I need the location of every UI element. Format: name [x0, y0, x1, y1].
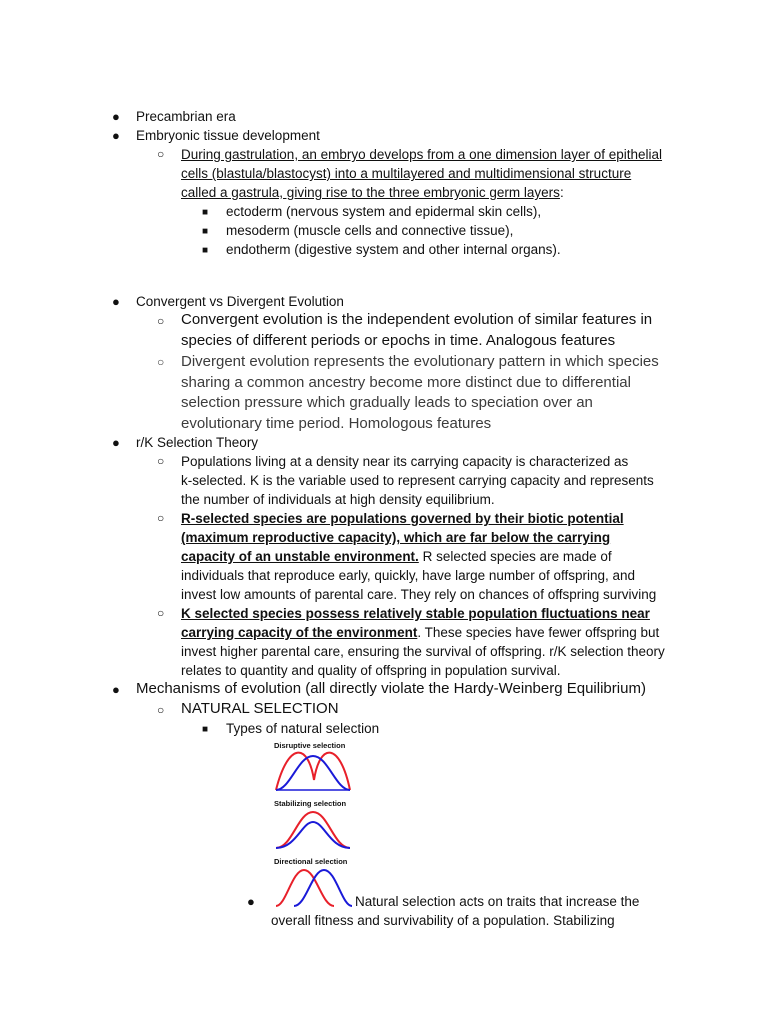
natural-selection-heading: NATURAL SELECTION [181, 700, 339, 717]
rk-density-line-1: Populations living at a density near its carrying capacity is characterized as [181, 454, 629, 469]
bullet: ■ [202, 226, 209, 237]
bullet: ○ [157, 606, 165, 620]
stabilizing-selection-figure [272, 808, 354, 852]
germ-layer-endoderm: endotherm (digestive system and other internal organs). [226, 242, 561, 257]
directional-blue-curve [294, 870, 352, 906]
figure-title-disruptive: Disruptive selection [274, 741, 346, 750]
bullet: ● [112, 435, 120, 450]
k-selected-line-3: invest higher parental care, ensuring the survival of offspring. r/K selection theory [181, 644, 665, 659]
bullet: ● [112, 294, 120, 309]
bullet: ○ [157, 147, 165, 161]
figure-title-stabilizing: Stabilizing selection [274, 799, 347, 808]
bullet: ● [112, 682, 120, 697]
bullet: ● [247, 894, 255, 909]
gastrulation-line-3: called a gastrula, giving rise to the three embryonic germ layers: [181, 185, 564, 200]
k-selected-line-2: carrying capacity of the environment. These species have fewer offspring but [181, 625, 660, 640]
bullet: ○ [157, 454, 165, 468]
r-selected-line-1: R-selected species are populations governed by their biotic potential [181, 511, 624, 526]
bullet: ○ [157, 355, 165, 369]
natural-selection-text-line-1: Natural selection acts on traits that increase the [355, 894, 640, 909]
directional-selection-figure [272, 866, 354, 910]
gastrulation-line-2: cells (blastula/blastocyst) into a multilayered and multidimensional structure [181, 166, 632, 181]
figure-title-directional: Directional selection [274, 857, 348, 866]
germ-layer-mesoderm: mesoderm (muscle cells and connective tissue), [226, 223, 514, 238]
item-precambrian: Precambrian era [136, 109, 236, 124]
k-selected-line-4: relates to quantity and quality of offspring in population survival. [181, 663, 561, 678]
item-embryonic: Embryonic tissue development [136, 128, 320, 143]
item-rk-theory: r/K Selection Theory [136, 435, 259, 450]
rk-density-line-3: the number of individuals at high density equilibrium. [181, 492, 495, 507]
directional-red-curve [276, 870, 334, 906]
bullet: ○ [157, 703, 165, 717]
convergent-line-2: species of different periods or epochs in time. Analogous features [181, 332, 616, 349]
bullet: ● [112, 128, 120, 143]
stabilizing-red-curve [276, 812, 350, 848]
bullet: ○ [157, 314, 165, 328]
convergent-line-1: Convergent evolution is the independent evolution of similar features in [181, 311, 653, 328]
natural-selection-text-line-2: overall fitness and survivability of a population. Stabilizing [271, 913, 615, 928]
germ-layer-ectoderm: ectoderm (nervous system and epidermal skin cells), [226, 204, 542, 219]
divergent-line-1: Divergent evolution represents the evolutionary pattern in which species [181, 353, 659, 370]
divergent-line-4: evolutionary time period. Homologous features [181, 415, 492, 432]
k-selected-line-1: K selected species possess relatively stable population fluctuations near [181, 606, 650, 621]
stabilizing-blue-curve [276, 822, 350, 848]
item-conv-div: Convergent vs Divergent Evolution [136, 294, 344, 309]
bullet: ■ [202, 245, 209, 256]
r-selected-line-4: individuals that reproduce early, quickly, have large number of offspring, and [181, 568, 636, 583]
r-selected-line-5: invest low amounts of parental care. They rely on chances of offspring surviving [181, 587, 657, 602]
disruptive-selection-figure [272, 750, 354, 794]
gastrulation-line-1: During gastrulation, an embryo develops from a one dimension layer of epithelial [181, 147, 663, 162]
bullet: ● [112, 109, 120, 124]
bullet: ■ [202, 724, 209, 735]
divergent-line-2: sharing a common ancestry become more distinct due to differential [181, 374, 631, 391]
divergent-line-3: selection pressure which gradually leads to speciation over an [181, 394, 593, 411]
bullet: ■ [202, 207, 209, 218]
rk-density-line-2: k-selected. K is the variable used to represent carrying capacity and represents [181, 473, 654, 488]
item-mechanisms: Mechanisms of evolution (all directly violate the Hardy-Weinberg Equilibrium) [136, 680, 646, 697]
r-selected-line-3: capacity of an unstable environment. R selected species are made of [181, 549, 612, 564]
r-selected-line-2: (maximum reproductive capacity), which are far below the carrying [181, 530, 611, 545]
types-natural-selection: Types of natural selection [226, 721, 380, 736]
bullet: ○ [157, 511, 165, 525]
